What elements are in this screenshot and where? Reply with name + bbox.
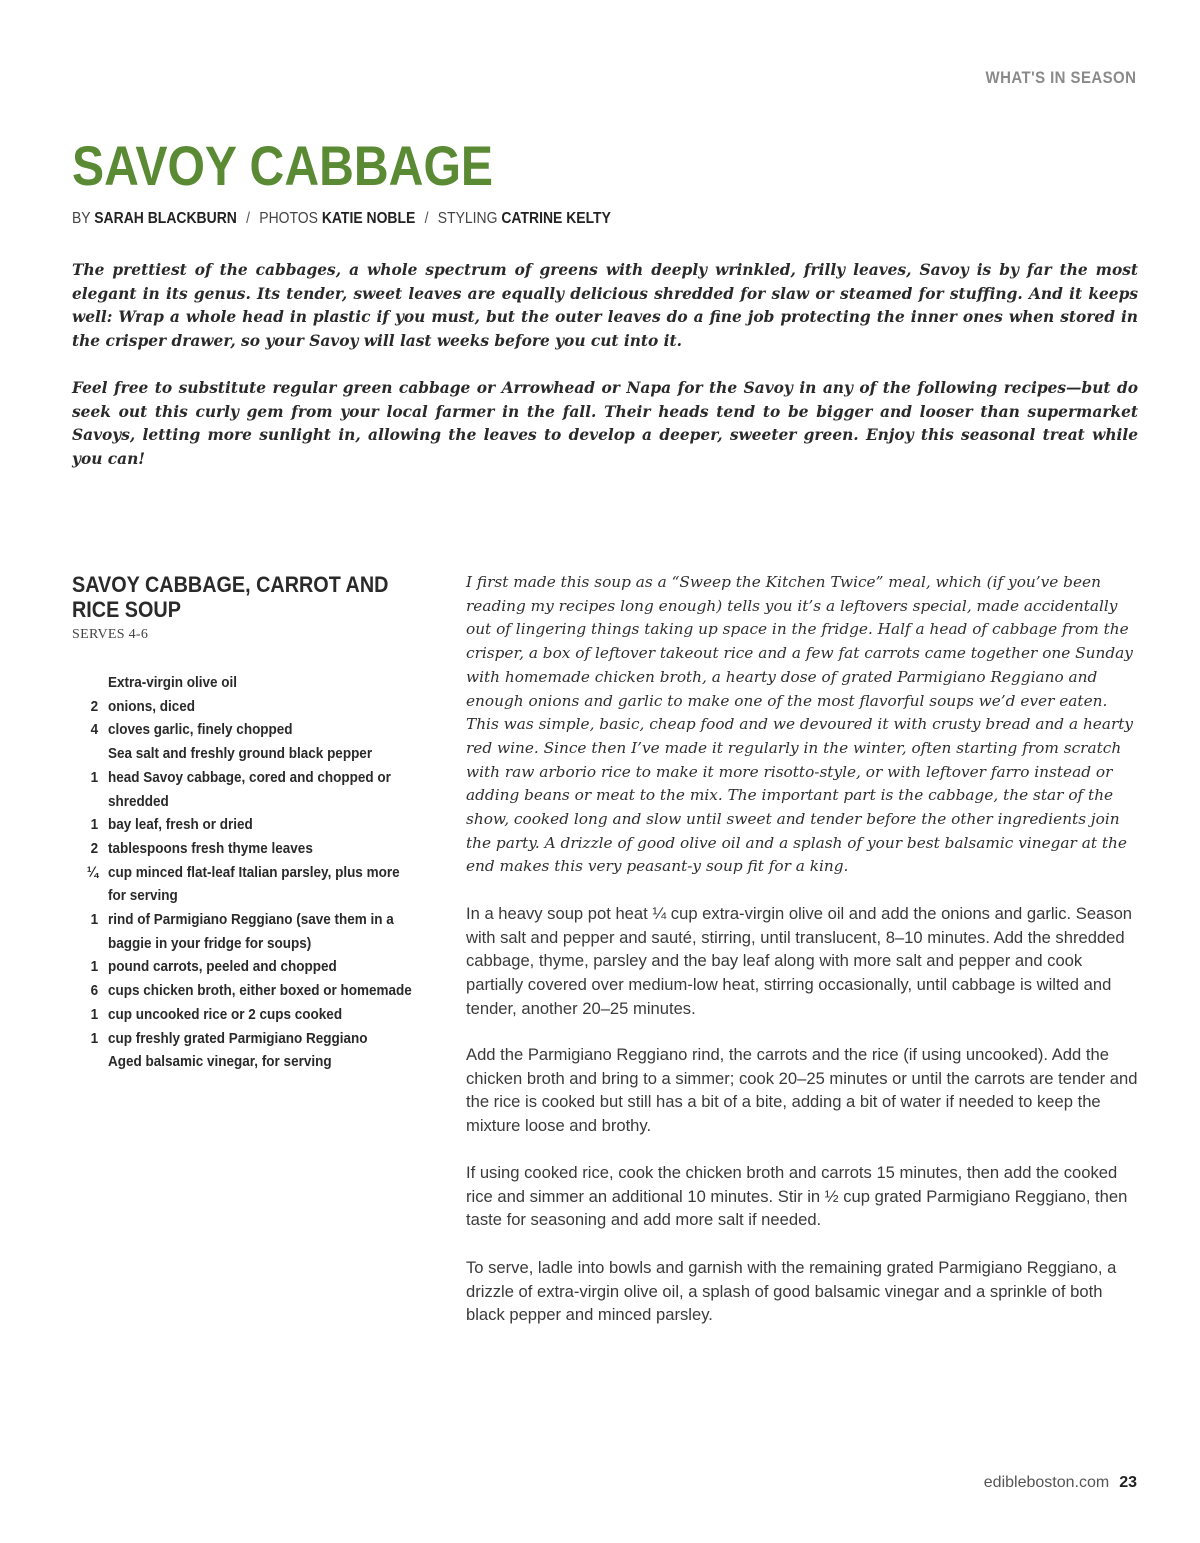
ingredient-item: Aged balsamic vinegar, for serving xyxy=(108,1053,332,1071)
ingredient-qty: 1 xyxy=(90,816,99,834)
ingredient-qty: 4 xyxy=(90,721,99,739)
credits-separator: / xyxy=(246,210,251,227)
ingredient-qty xyxy=(76,1050,108,1074)
recipe-step: Add the Parmigiano Reggiano rind, the carrots and the rice (if using uncooked). Add the chicken broth and bring to a simmer; cook 20–25 minutes or until the carrots are tender and the rice is cooked but still has a bit of a bite, adding a bit of water if needed to keep the mixture loose and brothy. xyxy=(466,1045,1138,1136)
page-footer xyxy=(984,1474,1137,1492)
ingredient-qty: 1 xyxy=(90,958,99,976)
ingredient-row xyxy=(72,979,452,1003)
page-number: 23 xyxy=(1119,1474,1137,1491)
stylist-name: CATRINE KELTY xyxy=(501,210,611,227)
ingredient-item: Extra-virgin olive oil xyxy=(108,674,238,691)
ingredient-item: cup uncooked rice or 2 cups cooked xyxy=(108,1005,343,1023)
ingredient-row xyxy=(72,742,452,766)
ingredient-qty: ¼ xyxy=(86,863,99,881)
ingredient-row xyxy=(72,1050,452,1074)
by-label: BY xyxy=(72,210,91,227)
ingredient-qty: 2 xyxy=(90,697,99,715)
ingredient-row xyxy=(72,766,452,813)
ingredient-item: tablespoons fresh thyme leaves xyxy=(108,839,313,857)
ingredient-row xyxy=(72,718,452,742)
footer-site: edibleboston.com xyxy=(983,1474,1110,1491)
ingredient-row xyxy=(72,695,452,719)
article-credits xyxy=(72,210,611,228)
ingredient-item: cloves garlic, finely chopped xyxy=(108,721,293,739)
ingredient-row xyxy=(72,813,452,837)
ingredient-row xyxy=(72,837,452,861)
article-title: SAVOY CABBAGE xyxy=(72,134,494,197)
photographer-name: KATIE NOBLE xyxy=(321,210,416,227)
ingredient-qty xyxy=(76,671,108,695)
ingredient-item: onions, diced xyxy=(108,697,196,715)
ingredient-item: cup minced flat-leaf Italian parsley, plus more for serving xyxy=(108,863,400,905)
recipe-headnote: I first made this soup as a “Sweep the Kitchen Twice” meal, which (if you’ve been reading my recipes long enough) tells you it’s a leftovers special, made accidentally out of lingering things taking up space in the fridge. Half a head of cabbage from the crisper, a box of leftover takeout rice and a few fat carrots came together one Sunday with homemade chicken broth, a hearty dose of grated Parmigiano Reggiano and enough onions and garlic to make one of the most flavorful soups we’d ever eaten. This was simple, basic, cheap food and we devoured it with crusty bread and a hearty red wine. Since then I’ve made it regularly in the winter, often starting from scratch with raw arborio rice to make it more risotto-style, or with leftover farro instead or adding beans or meat to the mix. The important part is the cabbage, the star of the show, cooked long and slow until sweet and tender before the other ingredients join the party. A drizzle of good olive oil and a splash of your best balsamic vinegar at the end makes this very peasant-y soup fit for a king. xyxy=(466,573,1134,876)
ingredient-item: bay leaf, fresh or dried xyxy=(108,816,253,834)
intro-paragraph: Feel free to substitute regular green cabbage or Arrowhead or Napa for the Savoy in any of the following recipes—but do seek out this curly gem from your local farmer in the fall. Their heads tend to be bigger and looser than supermarket Savoys, letting more sunlight in, allowing the leaves to develop a deeper, sweeter green. Enjoy this seasonal treat while you can! xyxy=(72,379,1138,469)
recipe-title: SAVOY CABBAGE, CARROT AND RICE SOUP xyxy=(72,572,389,622)
author-name: SARAH BLACKBURN xyxy=(94,210,237,227)
ingredient-qty: 1 xyxy=(90,768,99,786)
ingredient-row xyxy=(72,1027,452,1051)
ingredient-row xyxy=(72,1003,452,1027)
ingredient-row xyxy=(72,908,452,955)
ingredient-row xyxy=(72,955,452,979)
ingredient-qty xyxy=(76,742,108,766)
ingredient-item: pound carrots, peeled and chopped xyxy=(108,958,337,976)
recipe-serves: SERVES 4-6 xyxy=(72,627,149,642)
ingredient-item: Sea salt and freshly ground black pepper xyxy=(108,745,373,763)
photos-label: PHOTOS xyxy=(259,210,318,227)
ingredient-item: head Savoy cabbage, cored and chopped or shredded xyxy=(108,768,391,810)
section-tag: WHAT'S IN SEASON xyxy=(985,68,1136,87)
recipe-step: If using cooked rice, cook the chicken broth and carrots 15 minutes, then add the cooked rice and simmer an additional 10 minutes. Stir in ½ cup grated Parmigiano Reggiano, then taste for seasoning and add more salt if needed. xyxy=(466,1163,1128,1230)
ingredient-qty: 2 xyxy=(90,839,99,857)
ingredient-item: cup freshly grated Parmigiano Reggiano xyxy=(108,1029,368,1047)
ingredient-qty: 1 xyxy=(90,1005,99,1023)
credits-separator: / xyxy=(424,210,429,227)
ingredient-row xyxy=(72,861,452,908)
ingredient-qty: 6 xyxy=(90,982,99,1000)
intro-paragraph: The prettiest of the cabbages, a whole spectrum of greens with deeply wrinkled, frilly leaves, Savoy is by far the most elegant in its genus. Its tender, sweet leaves are equally delicious shredded for slaw or steamed for stuffing. And it keeps well: Wrap a whole head in plastic if you must, but the outer leaves do a fine job protecting the inner ones when stored in the crisper drawer, so your Savoy will last weeks before you cut into it. xyxy=(72,261,1138,351)
ingredient-qty: 1 xyxy=(90,911,99,929)
ingredient-item: rind of Parmigiano Reggiano (save them in a baggie in your fridge for soups) xyxy=(108,911,394,952)
recipe-step: In a heavy soup pot heat ¼ cup extra-virgin olive oil and add the onions and garlic. Season with salt and pepper and sauté, stirring, until translucent, 8–10 minutes. Add the shredded cabbage, thyme, parsley and the bay leaf along with more salt and pepper and cook partially covered over medium-low heat, stirring occasionally, until cabbage is wilted and tender, another 20–25 minutes. xyxy=(466,904,1133,1018)
ingredient-row xyxy=(72,671,452,695)
recipe-step: To serve, ladle into bowls and garnish with the remaining grated Parmigiano Reggiano, a drizzle of extra-virgin olive oil, a splash of good balsamic vinegar and a sprinkle of both black pepper and minced parsley. xyxy=(466,1258,1117,1325)
styling-label: STYLING xyxy=(437,210,498,227)
ingredient-list xyxy=(72,671,452,1074)
ingredient-item: cups chicken broth, either boxed or homemade xyxy=(108,982,412,1000)
ingredient-qty: 1 xyxy=(90,1029,99,1047)
